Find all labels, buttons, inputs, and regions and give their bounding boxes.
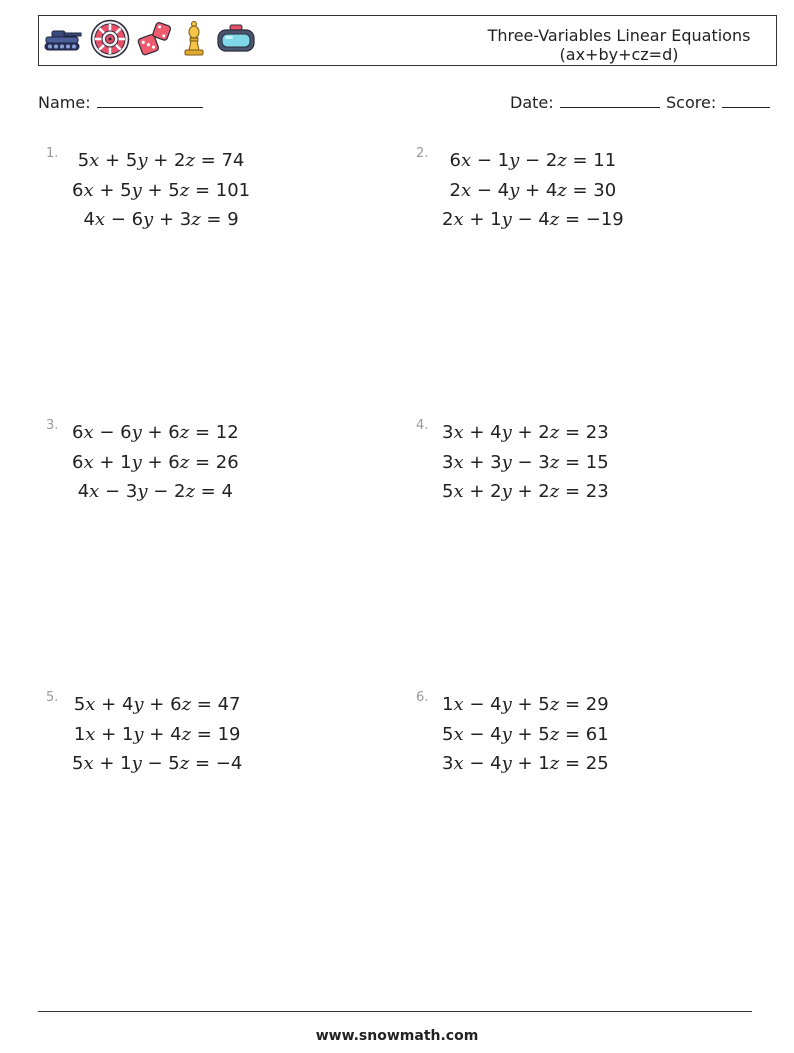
equation <box>72 720 242 750</box>
title-block <box>469 26 769 64</box>
name-field[interactable] <box>38 93 203 112</box>
variable: z <box>179 179 190 201</box>
term-text: + 5 <box>99 150 138 171</box>
term-text: − 4 <box>511 209 550 230</box>
variable: z <box>181 694 192 715</box>
dice-icon <box>137 21 173 61</box>
variable: z <box>191 209 201 230</box>
worksheet-title: Three-Variables Linear Equations <box>487 26 751 45</box>
problem-number: 4. <box>416 418 429 433</box>
term-text: − 1 <box>471 150 510 171</box>
equation <box>442 205 624 235</box>
tank-icon <box>43 24 83 58</box>
variable: z <box>549 723 560 745</box>
chess-bishop-icon <box>180 20 208 62</box>
term-text: + 1 <box>511 753 550 774</box>
term-text: − 4 <box>463 723 502 745</box>
term-text: = 25 <box>559 753 609 774</box>
variable: z <box>179 753 190 774</box>
score-label: Score: <box>666 93 717 112</box>
term-text: 5 <box>73 694 86 715</box>
term-text: = 19 <box>191 723 241 745</box>
term-text: = 26 <box>189 451 239 473</box>
variable: x <box>453 694 464 715</box>
term-text: 5 <box>442 723 454 745</box>
variable: y <box>133 694 144 715</box>
term-text: − 5 <box>141 753 180 774</box>
term-text: = 61 <box>559 723 609 745</box>
term-text: 6 <box>72 179 84 201</box>
variable: x <box>460 179 472 201</box>
problem-number: 3. <box>46 418 59 433</box>
variable: y <box>131 179 142 201</box>
name-blank[interactable] <box>97 93 203 108</box>
term-text: + 2 <box>511 422 550 443</box>
equation <box>442 749 609 779</box>
term-text: = 12 <box>189 422 239 443</box>
variable: x <box>83 753 94 774</box>
score-blank[interactable] <box>722 93 770 108</box>
term-text: + 1 <box>95 723 134 745</box>
variable: z <box>549 694 560 715</box>
variable: y <box>137 150 148 171</box>
equation <box>442 146 624 176</box>
equation <box>72 418 239 448</box>
footer-website: www.snowmath.com <box>315 1028 479 1044</box>
equation <box>442 176 624 206</box>
term-text: = 101 <box>189 179 251 201</box>
term-text: + 4 <box>463 422 502 443</box>
term-text: − 3 <box>99 481 138 502</box>
term-text: + 1 <box>93 753 132 774</box>
term-text: = 29 <box>559 694 609 715</box>
equation <box>72 690 242 720</box>
variable: y <box>501 753 512 774</box>
term-text: + 1 <box>93 451 132 473</box>
term-text: = 15 <box>559 451 609 473</box>
variable: y <box>501 481 512 502</box>
variable: y <box>131 422 142 443</box>
term-text: 3 <box>442 422 454 443</box>
term-text: 4 <box>77 481 90 502</box>
variable: z <box>557 179 567 201</box>
term-text: − 6 <box>93 422 132 443</box>
term-text: − 6 <box>105 209 144 230</box>
problem-number: 5. <box>46 690 59 705</box>
variable: x <box>94 209 106 230</box>
vr-headset-icon <box>215 23 257 59</box>
date-field[interactable] <box>510 93 660 112</box>
term-text: + 4 <box>95 694 134 715</box>
equation-system <box>72 418 239 507</box>
term-text: 2 <box>449 179 461 201</box>
term-text: + 2 <box>511 481 550 502</box>
equation <box>72 749 242 779</box>
term-text: + 2 <box>147 150 186 171</box>
equation <box>72 176 250 206</box>
term-text: = 9 <box>200 209 239 230</box>
worksheet-subtitle: (ax+by+cz=d) <box>559 45 679 64</box>
equation <box>442 720 609 750</box>
problem-number: 6. <box>416 690 429 705</box>
variable: y <box>501 422 512 443</box>
variable: x <box>453 209 464 230</box>
variable: y <box>143 209 154 230</box>
term-text: 2 <box>442 209 454 230</box>
term-text: + 6 <box>141 451 180 473</box>
term-text: + 3 <box>463 451 502 473</box>
variable: z <box>185 150 195 171</box>
variable: y <box>131 753 142 774</box>
dartboard-icon <box>90 19 130 63</box>
term-text: = 23 <box>559 481 609 502</box>
term-text: = 47 <box>191 694 241 715</box>
variable: z <box>181 723 192 745</box>
variable: y <box>131 451 142 473</box>
name-label: Name: <box>38 93 91 112</box>
equation <box>442 418 609 448</box>
variable: z <box>179 451 190 473</box>
problem-number: 2. <box>416 146 429 161</box>
equation-system <box>442 418 609 507</box>
variable: z <box>549 481 560 502</box>
equation-system <box>72 690 242 779</box>
equation <box>72 448 239 478</box>
term-text: = 4 <box>194 481 233 502</box>
term-text: 3 <box>442 451 454 473</box>
term-text: 5 <box>72 753 84 774</box>
term-text: = −4 <box>189 753 243 774</box>
term-text: 6 <box>72 422 84 443</box>
header-icons <box>43 21 264 61</box>
variable: z <box>549 209 560 230</box>
term-text: = 23 <box>559 422 609 443</box>
term-text: 1 <box>442 694 454 715</box>
term-text: 6 <box>449 150 461 171</box>
term-text: − 4 <box>471 179 510 201</box>
variable: x <box>83 179 94 201</box>
term-text: 4 <box>83 209 95 230</box>
equation <box>442 477 609 507</box>
term-text: − 2 <box>519 150 558 171</box>
term-text: + 4 <box>143 723 182 745</box>
variable: y <box>133 723 144 745</box>
equation <box>442 690 609 720</box>
variable: x <box>453 422 464 443</box>
term-text: + 6 <box>141 422 180 443</box>
term-text: − 2 <box>147 481 186 502</box>
term-text: + 1 <box>463 209 502 230</box>
term-text: + 5 <box>511 723 550 745</box>
variable: x <box>85 694 96 715</box>
term-text: + 6 <box>143 694 182 715</box>
variable: z <box>185 481 195 502</box>
variable: x <box>460 150 472 171</box>
variable: y <box>509 179 520 201</box>
score-field[interactable] <box>666 93 770 112</box>
variable: y <box>509 150 520 171</box>
term-text: 1 <box>73 723 86 745</box>
equation-system <box>442 690 609 779</box>
variable: x <box>89 481 100 502</box>
variable: z <box>549 451 560 473</box>
worksheet-header <box>38 15 777 66</box>
term-text: − 4 <box>463 753 502 774</box>
variable: x <box>85 723 96 745</box>
variable: x <box>89 150 100 171</box>
variable: x <box>453 481 464 502</box>
term-text: 5 <box>77 150 90 171</box>
variable: y <box>137 481 148 502</box>
term-text: + 5 <box>141 179 180 201</box>
term-text: = 30 <box>566 179 617 201</box>
date-label: Date: <box>510 93 554 112</box>
term-text: 5 <box>442 481 454 502</box>
variable: x <box>83 422 94 443</box>
variable: x <box>453 723 464 745</box>
term-text: − 3 <box>511 451 550 473</box>
variable: z <box>179 422 190 443</box>
equation <box>72 477 239 507</box>
equation <box>442 448 609 478</box>
variable: y <box>501 209 512 230</box>
equation-system <box>442 146 624 235</box>
term-text: + 5 <box>511 694 550 715</box>
term-text: + 5 <box>93 179 132 201</box>
term-text: 3 <box>442 753 454 774</box>
equation <box>72 146 250 176</box>
term-text: + 3 <box>153 209 192 230</box>
variable: z <box>557 150 567 171</box>
variable: x <box>453 451 464 473</box>
variable: x <box>453 753 464 774</box>
term-text: + 4 <box>519 179 558 201</box>
footer-divider <box>38 1011 752 1012</box>
equation <box>72 205 250 235</box>
date-blank[interactable] <box>560 93 660 108</box>
term-text: = 11 <box>566 150 617 171</box>
variable: x <box>83 451 94 473</box>
variable: y <box>501 451 512 473</box>
term-text: − 4 <box>463 694 502 715</box>
variable: z <box>549 753 560 774</box>
problem-number: 1. <box>46 146 59 161</box>
term-text: + 2 <box>463 481 502 502</box>
equation-system <box>72 146 250 235</box>
variable: y <box>501 723 512 745</box>
variable: z <box>549 422 560 443</box>
term-text: 6 <box>72 451 84 473</box>
term-text: = −19 <box>559 209 624 230</box>
term-text: = 74 <box>194 150 245 171</box>
variable: y <box>501 694 512 715</box>
